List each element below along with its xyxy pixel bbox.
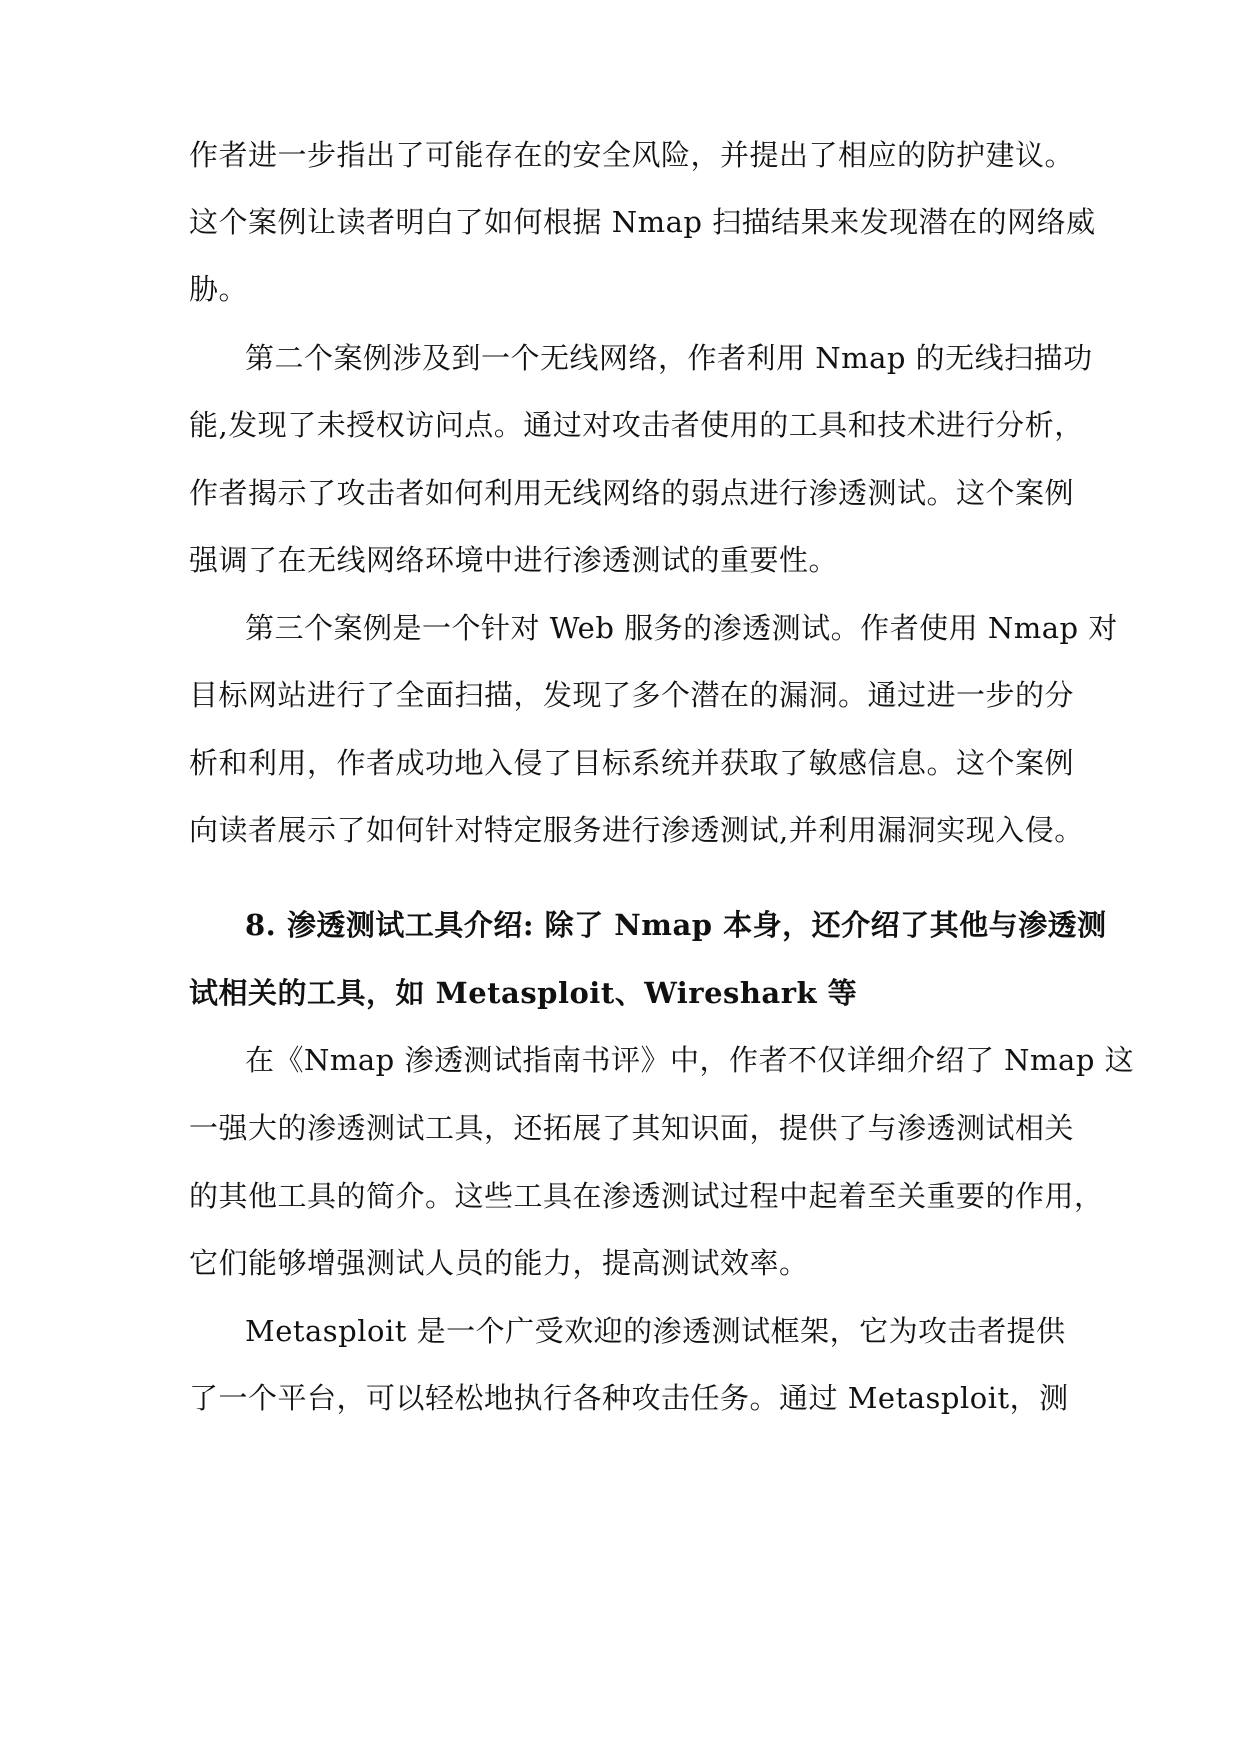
paragraph-4-line-4: 它们能够增强测试人员的能力，提高测试效率。 (189, 1246, 809, 1280)
paragraph-3-line-4: 向读者展示了如何针对特定服务进行渗透测试,并利用漏洞实现入侵。 (189, 813, 1084, 847)
paragraph-2-line-3: 作者揭示了攻击者如何利用无线网络的弱点进行渗透测试。这个案例 (189, 476, 1075, 510)
paragraph-4-line-1: 在《Nmap 渗透测试指南书评》中，作者不仅详细介绍了 Nmap 这 (245, 1043, 1135, 1077)
paragraph-2-line-4: 强调了在无线网络环境中进行渗透测试的重要性。 (189, 543, 839, 577)
section-heading-line-2: 试相关的工具，如 Metasploit、Wireshark 等 (189, 976, 858, 1010)
paragraph-4-line-3: 的其他工具的简介。这些工具在渗透测试过程中起着至关重要的作用， (189, 1179, 1104, 1213)
paragraph-3-line-2: 目标网站进行了全面扫描，发现了多个潜在的漏洞。通过进一步的分 (189, 678, 1075, 712)
paragraph-1-line-1: 作者进一步指出了可能存在的安全风险，并提出了相应的防护建议。 (189, 138, 1075, 172)
paragraph-1-line-2: 这个案例让读者明白了如何根据 Nmap 扫描结果来发现潜在的网络威 (189, 205, 1096, 239)
paragraph-5-line-1: Metasploit 是一个广受欢迎的渗透测试框架，它为攻击者提供 (245, 1314, 1066, 1348)
section-heading-line-1: 8. 渗透测试工具介绍: 除了 Nmap 本身，还介绍了其他与渗透测 (245, 908, 1107, 942)
paragraph-3-line-3: 析和利用，作者成功地入侵了目标系统并获取了敏感信息。这个案例 (189, 746, 1075, 780)
paragraph-2-line-1: 第二个案例涉及到一个无线网络，作者利用 Nmap 的无线扫描功 (245, 341, 1093, 375)
paragraph-4-line-2: 一强大的渗透测试工具，还拓展了其知识面，提供了与渗透测试相关 (189, 1111, 1075, 1145)
paragraph-2-line-2: 能,发现了未授权访问点。通过对攻击者使用的工具和技术进行分析， (189, 408, 1084, 442)
paragraph-1-line-3: 胁。 (189, 272, 249, 306)
paragraph-5-line-2: 了一个平台，可以轻松地执行各种攻击任务。通过 Metasploit，测 (189, 1381, 1069, 1415)
paragraph-3-line-1: 第三个案例是一个针对 Web 服务的渗透测试。作者使用 Nmap 对 (245, 611, 1118, 645)
